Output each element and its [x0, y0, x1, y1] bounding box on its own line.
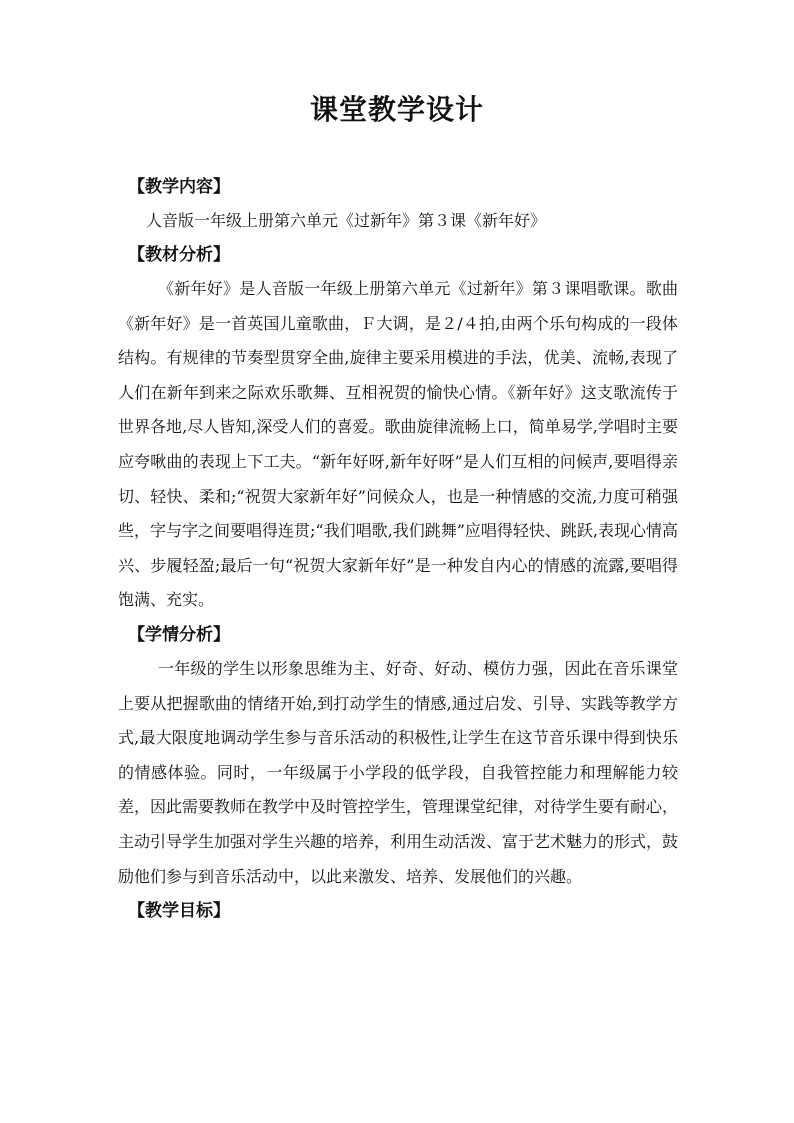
student-analysis-paragraph: 一年级的学生以形象思维为主、好奇、好动、模仿力强，因此在音乐课堂上要从把握歌曲的情绪开始,到打动学生的情感,通过启发、引导、实践等教学方式,最大限度地调动学生参与音乐活动的积极性,让学生在这节音乐课中得到快乐的情感体验。同时，一年级属于小学段的低学段，自我管控能力和理解能力较差，因此需要教师在教学中及时管控学生，管理课堂纪律，对待学生要有耐心，主动引导学生加强对学生兴趣的培养，利用生动活泼、富于艺术魅力的形式，鼓励他们参与到音乐活动中，以此来激发、培养、发展他们的兴趣。 — [118, 658, 679, 886]
section-heading-material-analysis: 【教材分析】 — [128, 245, 230, 265]
page-title: 课堂教学设计 — [309, 93, 484, 126]
section-heading-teaching-content: 【教学内容】 — [128, 177, 230, 197]
section-heading-student-analysis: 【学情分析】 — [128, 624, 230, 645]
material-analysis-paragraph: 《新年好》是人音版一年级上册第六单元《过新年》第３课唱歌课。歌曲《新年好》是一首英国儿童歌曲，Ｆ大调，是２/４拍,由两个乐句构成的一段体结构。有规律的节奏型贯穿全曲,旋律主要采用模进的手法，优美、流畅,表现了人们在新年到来之际欢乐歌舞、互相祝贺的愉快心情。《新年好》这支歌流传于世界各地,尽人皆知,深受人们的喜爱。歌曲旋律流畅上口，简单易学,学唱时主要应夸啾曲的表现上下工夫。“新年好呀,新年好呀”是人们互相的问候声,要唱得亲切、轻快、柔和;“祝贺大家新年好”问候众人，也是一种情感的交流,力度可稍强些，字与字之间要唱得连贯;“我们唱歌,我们跳舞”应唱得轻快、跳跃,表现心情高兴、步履轻盈;最后一句“祝贺大家新年好”是一种发自内心的情感的流露,要唱得饱满、充实。 — [118, 279, 678, 610]
section-heading-teaching-goals: 【教学目标】 — [128, 901, 230, 922]
teaching-content-text: 人音版一年级上册第六单元《过新年》第３课《新年好》 — [146, 211, 547, 230]
document-body — [118, 170, 678, 928]
